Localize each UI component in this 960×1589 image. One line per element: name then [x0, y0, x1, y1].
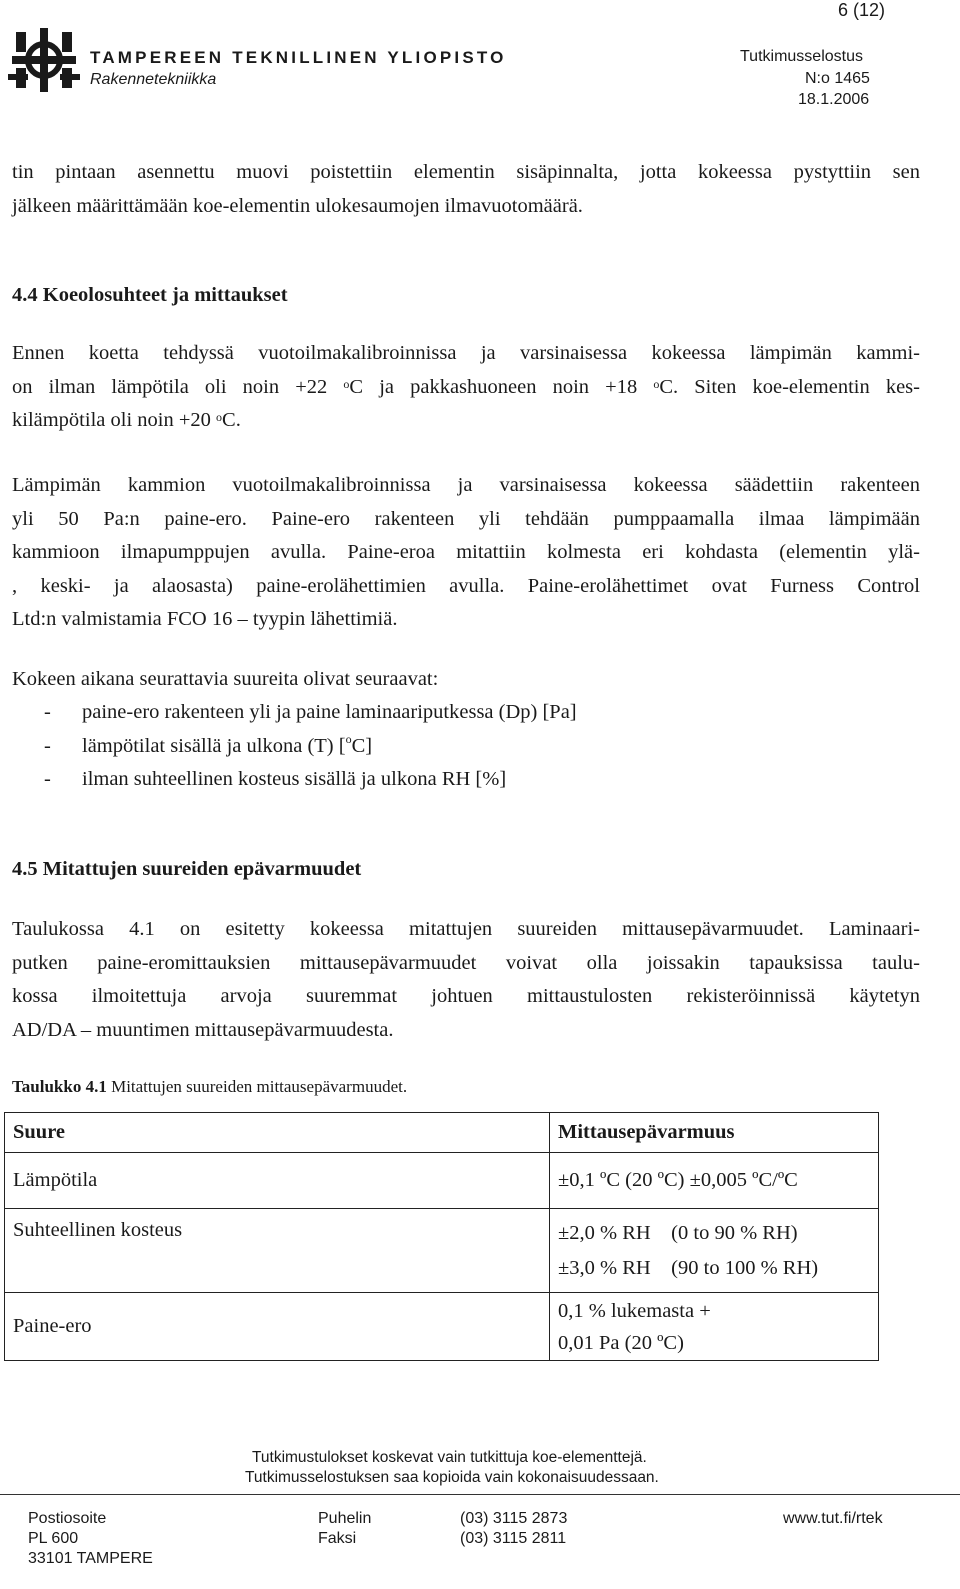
- list-dash: -: [44, 735, 51, 757]
- text-line: AD/DA – muuntimen mittausepävarmuudesta.: [12, 1018, 394, 1041]
- text-line: Taulukossa 4.1 on esitetty kokeessa mitattujen suureiden mittausepävarmuudet. Laminaari-: [12, 918, 920, 940]
- phone-label: Puhelin: [318, 1510, 372, 1527]
- text-line: yli 50 Pa:n paine-ero. Paine-ero rakenteen yli tehdään pumppaamalla ilmaa lämpimään: [12, 507, 920, 530]
- list-item: - lämpötilat sisällä ja ulkona (T) [$^o$C]: [44, 732, 373, 757]
- table-cell: Lämpötila: [5, 1153, 550, 1209]
- list-item: - paine-ero rakenteen yli ja paine laminaariputkessa (Dp) [Pa]: [44, 701, 577, 723]
- list-dash: -: [44, 701, 51, 723]
- intro-paragraph: [12, 156, 920, 223]
- uncertainty-table: [4, 1112, 879, 1361]
- table-cell: ±2,0 % RH (0 to 90 % RH) ±3,0 % RH (90 to 100 % RH): [550, 1209, 879, 1293]
- phone-number: (03) 3115 2873: [460, 1510, 568, 1527]
- text-line: kossa ilmoitettuja arvoja suuremmat johtuen mittaustulosten rekisteröinnissä käytetyn: [12, 985, 920, 1007]
- section-heading-4-5: 4.5 Mitattujen suureiden epävarmuudet: [12, 858, 362, 880]
- footer-note: Tutkimusselostuksen saa kopioida vain kokonaisuudessaan.: [245, 1469, 659, 1486]
- table-header-cell: Mittausepävarmuus: [550, 1113, 879, 1153]
- text-line: Ennen koetta tehdyssä vuotoilmakalibroinnissa ja varsinaisessa kokeessa lämpimän kammi-: [12, 342, 920, 364]
- footer-note: Tutkimustulokset koskevat vain tutkittuja koe-elementtejä.: [252, 1449, 647, 1466]
- text-line: kammioon ilmapumppujen avulla. Paine-eroa mitattiin kolmesta eri kohdasta (elementin ylä-: [12, 541, 920, 563]
- table-cell: ±0,1 ºC (20 ºC) ±0,005 ºC/ºC: [550, 1153, 879, 1209]
- table-row: [5, 1209, 879, 1293]
- department-name: Rakennetekniikka: [90, 71, 217, 88]
- table-caption: Taulukko 4.1 Mitattujen suureiden mittausepävarmuudet.: [12, 1077, 408, 1096]
- university-logo-icon: [8, 28, 80, 92]
- table-row: [5, 1153, 879, 1209]
- table-cell: Paine-ero: [5, 1293, 550, 1361]
- paragraph-4-4-pressure: [12, 469, 920, 637]
- table-cell: Suhteellinen kosteus: [5, 1209, 550, 1293]
- address-line: 33101 TAMPERE: [28, 1550, 153, 1567]
- text-line: kilämpötila oli noin +20 $^o$C.: [12, 409, 241, 431]
- text-line: jälkeen määrittämään koe-elementin ulokesaumojen ilmavuotomäärä.: [12, 194, 583, 217]
- fax-label: Faksi: [318, 1530, 357, 1547]
- text-line: Lämpimän kammion vuotoilmakalibroinnissa ja varsinaisessa kokeessa säädettiin rakenteen: [12, 474, 920, 496]
- section-heading-4-4: 4.4 Koeolosuhteet ja mittaukset: [12, 284, 288, 306]
- page-number: 6 (12): [838, 0, 886, 20]
- doc-number: N:o 1465: [805, 70, 870, 87]
- measured-quantities-intro: Kokeen aikana seurattavia suureita olivat seuraavat:: [12, 668, 439, 690]
- text-line: on ilman lämpötila oli noin +22 $^o$C ja pakkashuoneen noin +18 $^o$C. Siten koe-elementin kes-: [12, 375, 920, 398]
- text-line: , keski- ja alaosasta) paine-erolähettimien avulla. Paine-erolähettimet ovat Furness Control: [12, 574, 920, 597]
- list-dash: -: [44, 768, 51, 790]
- text-line: tin pintaan asennettu muovi poistettiin elementin sisäpinnalta, jotta kokeessa pystyttiin sen: [12, 161, 920, 183]
- table-header-cell: Suure: [5, 1113, 550, 1153]
- address-label: Postiosoite: [28, 1510, 107, 1527]
- university-name: TAMPEREEN TEKNILLINEN YLIOPISTO: [90, 48, 507, 67]
- table-row: [5, 1293, 879, 1361]
- doc-date: 18.1.2006: [798, 91, 870, 108]
- footer-divider: [0, 1494, 960, 1495]
- text-line: Ltd:n valmistamia FCO 16 – tyypin lähettimiä.: [12, 608, 398, 630]
- paragraph-4-4-conditions: [12, 337, 920, 438]
- table-header-row: [5, 1113, 879, 1153]
- address-line: PL 600: [28, 1530, 79, 1547]
- list-item: - ilman suhteellinen kosteus sisällä ja ulkona RH [%]: [44, 768, 507, 790]
- paragraph-4-5: [12, 913, 920, 1047]
- table-cell: 0,1 % lukemasta + 0,01 Pa (20 ºC): [550, 1293, 879, 1361]
- text-line: putken paine-eromittauksien mittausepävarmuudet voivat olla joissakin tapauksissa taulu-: [12, 951, 920, 974]
- fax-number: (03) 3115 2811: [460, 1530, 567, 1547]
- doc-type: Tutkimusselostus: [740, 48, 863, 65]
- website-link[interactable]: www.tut.fi/rtek: [783, 1510, 883, 1527]
